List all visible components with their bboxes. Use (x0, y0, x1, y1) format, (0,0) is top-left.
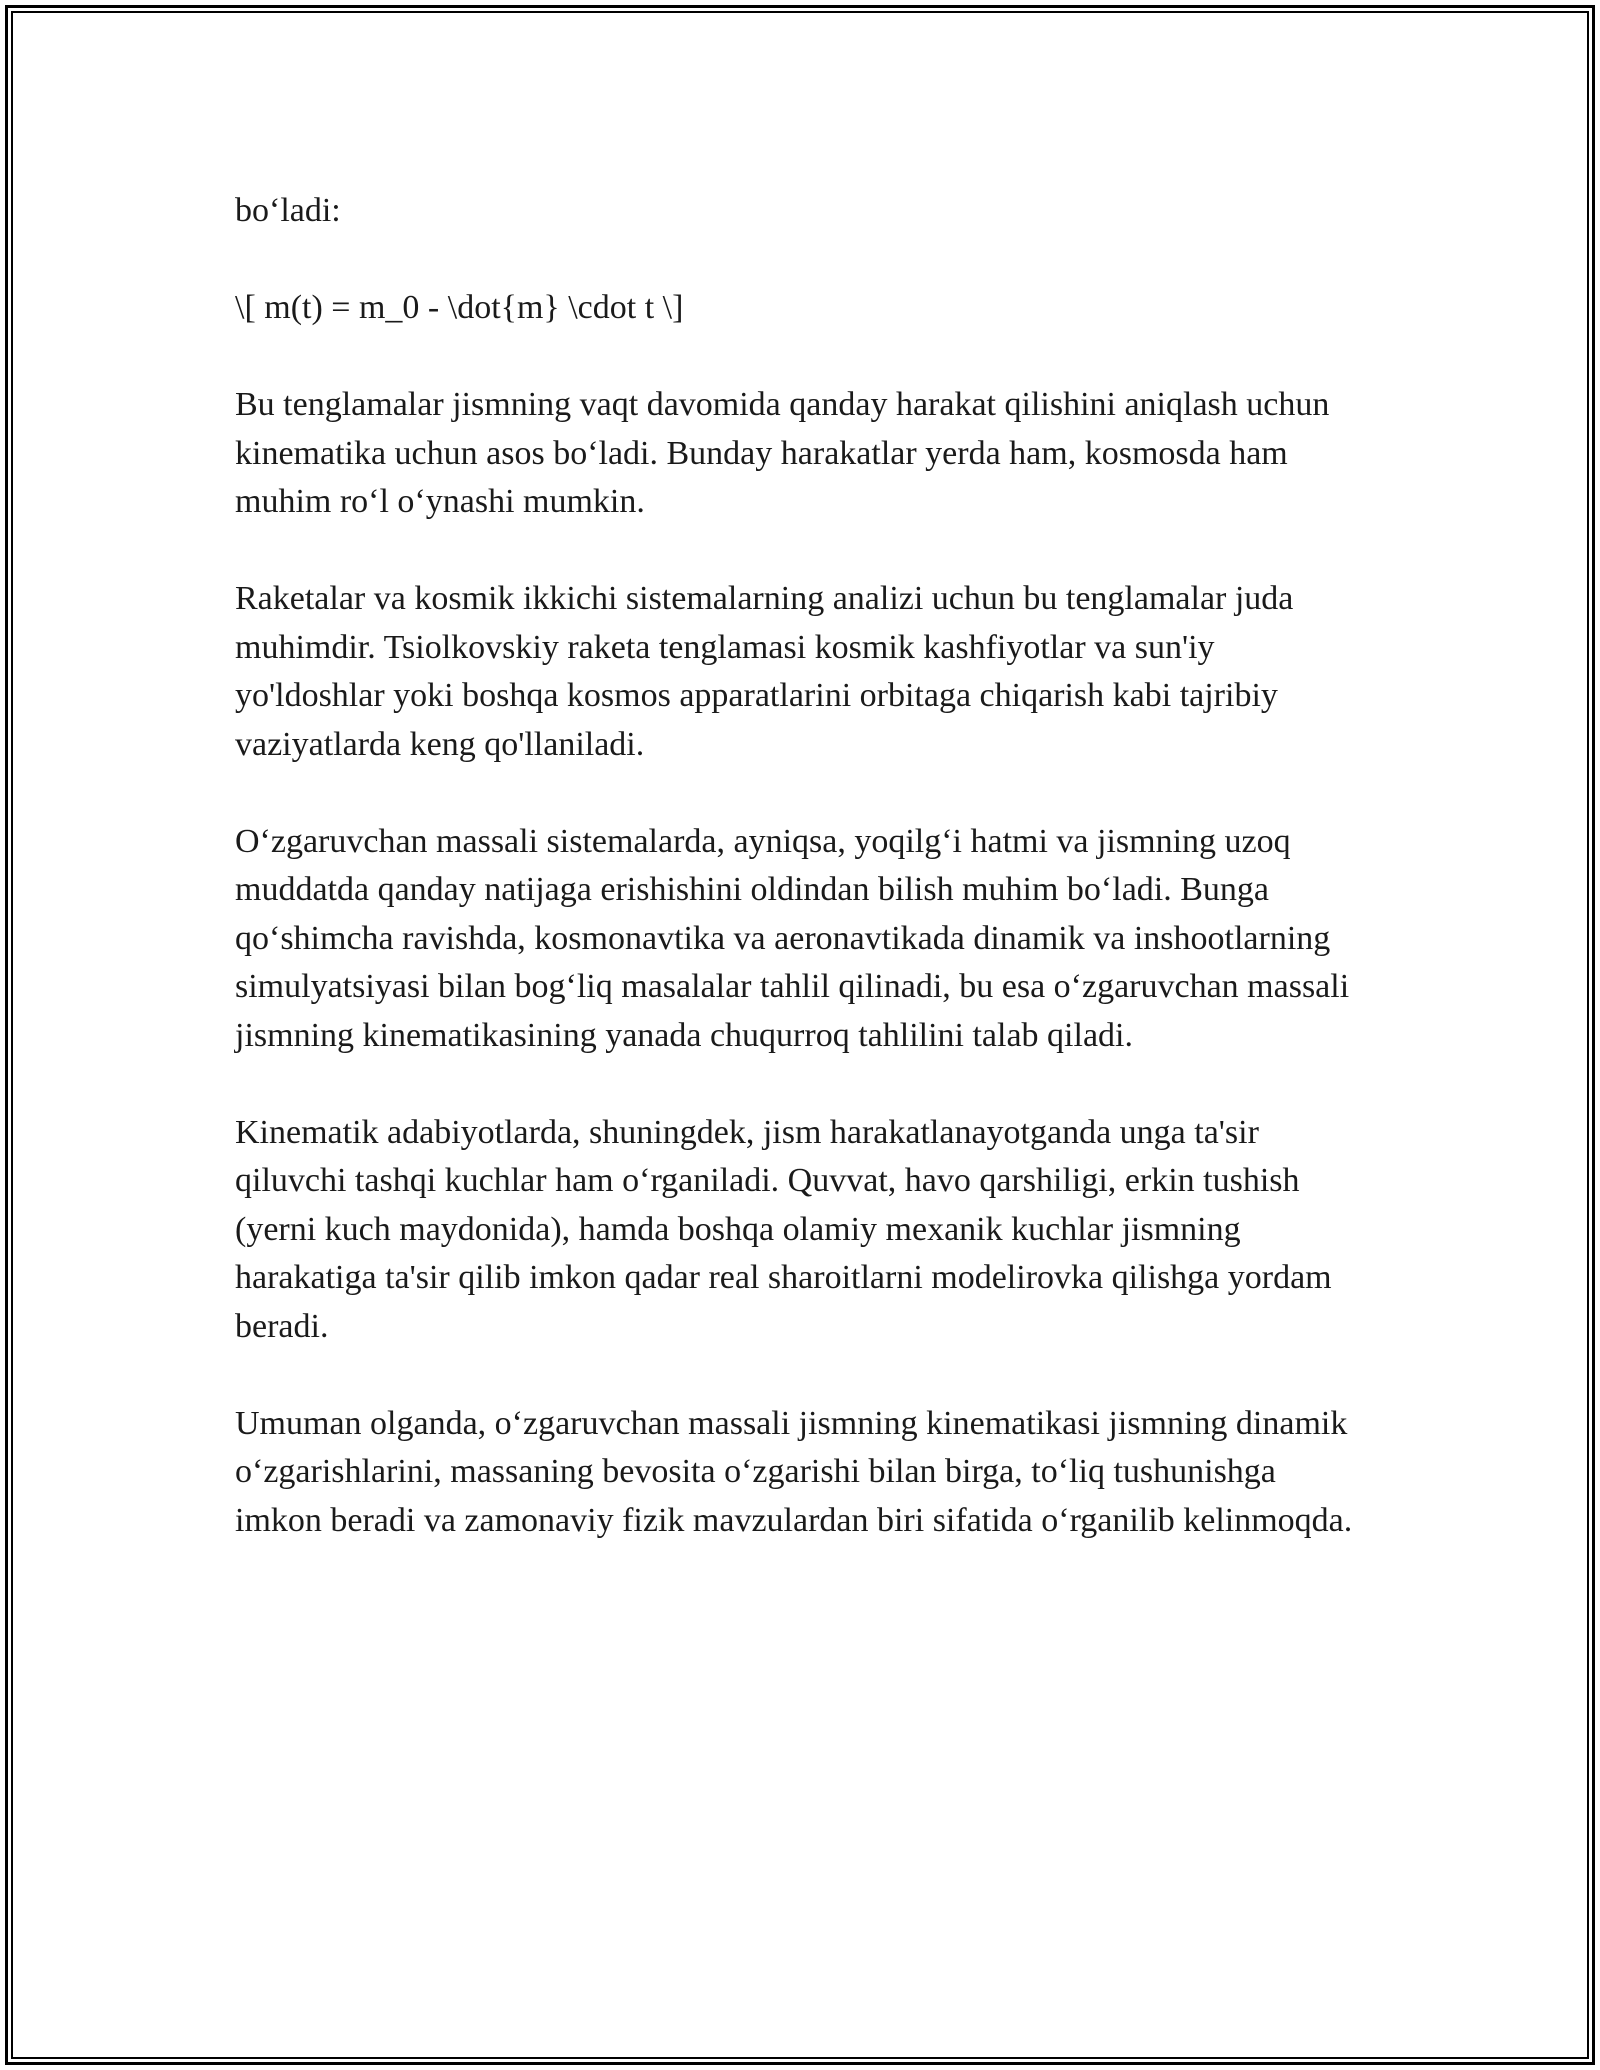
document-body (235, 187, 1365, 1594)
paragraph-kinematics-basis: Bu tenglamalar jismning vaqt davomida qanday harakat qilishini aniqlash uchun kinematika uchun asos bo‘ladi. Bunday harakatlar yerda ham, kosmosda ham muhim ro‘l o‘ynashi mumkin. (235, 386, 1330, 520)
paragraph-variable-mass-systems: O‘zgaruvchan massali sistemalarda, ayniqsa, yoqilg‘i hatmi va jismning uzoq muddatda qanday natijaga erishishini oldindan bilish muhim bo‘ladi. Bunga qo‘shimcha ravishda, kosmonavtika va aeronavtikada dinamik va inshootlarning simulyatsiyasi bilan bog‘liq masalalar tahlil qilinadi, bu esa o‘zgaruvchan massali jismning kinematikasining yanada chuqurroq tahlilini talab qiladi. (235, 822, 1350, 1054)
paragraph-conclusion: Umuman olganda, o‘zgaruvchan massali jismning kinematikasi jismning dinamik o‘zgarishlarini, massaning bevosita o‘zgarishi bilan birga, to‘liq tushunishga imkon beradi va zamonaviy fizik mavzulardan biri sifatida o‘rganilib kelinmoqda. (235, 1404, 1353, 1539)
paragraph-rockets: Raketalar va kosmik ikkichi sistemalarning analizi uchun bu tenglamalar juda muhimdir. Tsiolkovskiy raketa tenglamasi kosmik kashfiyotlar va sun'iy yo'ldoshlar yoki boshqa kosmos apparatlarini orbitaga chiqarish kabi tajribiy vaziyatlarda keng qo'llaniladi. (235, 580, 1294, 763)
paragraph-external-forces: Kinematik adabiyotlarda, shuningdek, jism harakatlanayotganda unga ta'sir qiluvchi tashqi kuchlar ham o‘rganiladi. Quvvat, havo qarshiligi, erkin tushish (yerni kuch maydonida), hamda boshqa olamiy mexanik kuchlar jismning harakatiga ta'sir qilib imkon qadar real sharoitlarni modelirovka qilishga yordam beradi. (235, 1113, 1332, 1345)
paragraph-continuation: bo‘ladi: (235, 192, 341, 229)
equation-mass: \[ m(t) = m_0 - \dot{m} \cdot t \] (235, 289, 684, 326)
